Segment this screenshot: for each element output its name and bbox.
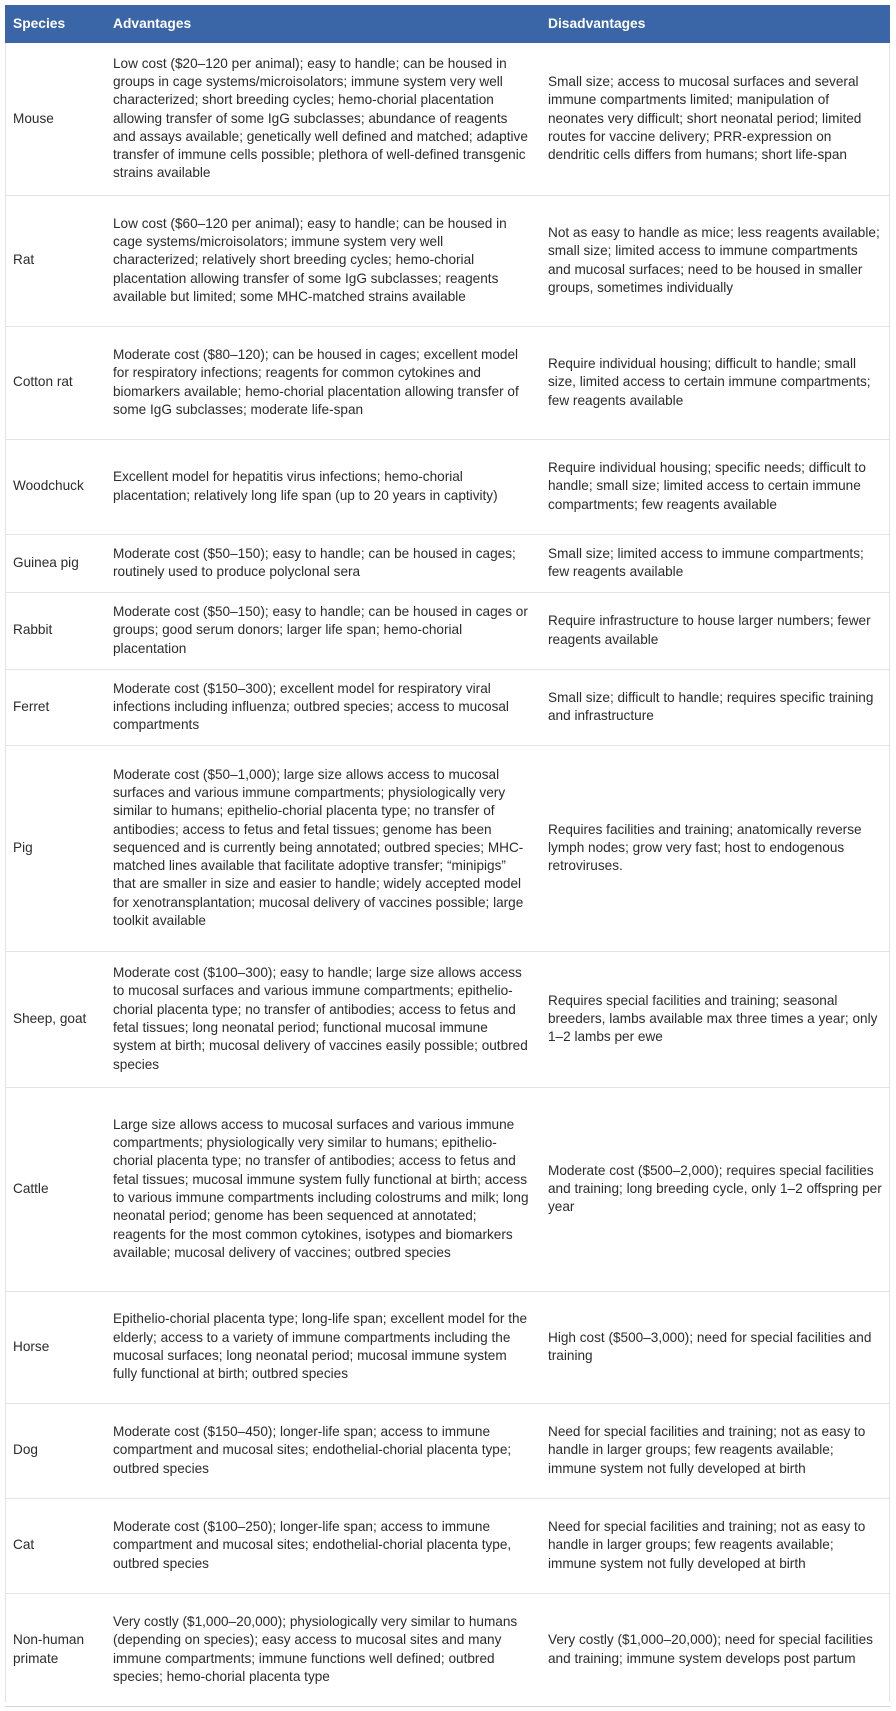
table-row	[5, 439, 890, 534]
advantages-cell: Moderate cost ($150–300); excellent model for respiratory viral infections including influenza; outbred species; access to mucosal compartments	[105, 669, 540, 745]
table-row	[5, 43, 890, 195]
species-cell: Woodchuck	[5, 439, 105, 534]
disadvantages-cell: Small size; access to mucosal surfaces and several immune compartments limited; manipulation of neonates very difficult; short neonatal period; limited routes for vaccine delivery; PRR-expression on dendritic cells differs from humans; short life-span	[540, 43, 890, 195]
species-cell: Ferret	[5, 669, 105, 745]
species-comparison-table	[5, 5, 890, 1707]
table-row	[5, 1291, 890, 1403]
disadvantages-cell: Require infrastructure to house larger numbers; fewer reagents available	[540, 592, 890, 669]
disadvantages-cell: High cost ($500–3,000); need for special facilities and training	[540, 1291, 890, 1403]
header-disadvantages: Disadvantages	[540, 5, 890, 43]
disadvantages-cell: Require individual housing; specific needs; difficult to handle; small size; limited access to certain immune compartments; few reagents available	[540, 439, 890, 534]
disadvantages-cell: Small size; difficult to handle; requires specific training and infrastructure	[540, 669, 890, 745]
species-cell: Non-human primate	[5, 1593, 105, 1706]
table-header	[5, 5, 890, 43]
disadvantages-cell: Requires facilities and training; anatomically reverse lymph nodes; grow very fast; host to endogenous retroviruses.	[540, 745, 890, 951]
advantages-cell: Very costly ($1,000–20,000); physiologically very similar to humans (depending on species); easy access to mucosal sites and many immune compartments; immune functions well defined; outbred species; hemo-chorial placenta type	[105, 1593, 540, 1706]
species-cell: Guinea pig	[5, 534, 105, 592]
advantages-cell: Large size allows access to mucosal surfaces and various immune compartments; physiologically very similar to humans; epithelio-chorial placenta type; no transfer of antibodies; access to fetus and fetal tissues; mucosal immune system fully functional at birth; access to various immune compartments including colostrums and milk; long neonatal period; genome has been sequenced at annotated; reagents for the most common cytokines, isotypes and biomarkers available; mucosal delivery of vaccines; outbred species	[105, 1087, 540, 1291]
advantages-cell: Excellent model for hepatitis virus infections; hemo-chorial placentation; relatively long life span (up to 20 years in captivity)	[105, 439, 540, 534]
advantages-cell: Moderate cost ($50–1,000); large size allows access to mucosal surfaces and various immune compartments; physiologically very similar to humans; epithelio-chorial placenta type; no transfer of antibodies; access to fetus and fetal tissues; genome has been sequenced and is currently being annotated; outbred species; MHC-matched lines available that facilitate adoptive transfer; “minipigs” that are smaller in size and easier to handle; widely accepted model for xenotransplantation; mucosal delivery of vaccines possible; large toolkit available	[105, 745, 540, 951]
table-row	[5, 1087, 890, 1291]
advantages-cell: Moderate cost ($50–150); easy to handle; can be housed in cages or groups; good serum donors; larger life span; hemo-chorial placentation	[105, 592, 540, 669]
table-body	[5, 43, 890, 1706]
table-row	[5, 745, 890, 951]
table-row	[5, 534, 890, 592]
table-row	[5, 195, 890, 326]
species-cell: Sheep, goat	[5, 951, 105, 1087]
disadvantages-cell: Moderate cost ($500–2,000); requires special facilities and training; long breeding cycle, only 1–2 offspring per year	[540, 1087, 890, 1291]
species-cell: Pig	[5, 745, 105, 951]
disadvantages-cell: Require individual housing; difficult to handle; small size, limited access to certain immune compartments; few reagents available	[540, 326, 890, 439]
disadvantages-cell: Very costly ($1,000–20,000); need for special facilities and training; immune system develops post partum	[540, 1593, 890, 1706]
table-row	[5, 1593, 890, 1706]
advantages-cell: Moderate cost ($80–120); can be housed in cages; excellent model for respiratory infections; reagents for common cytokines and biomarkers available; hemo-chorial placentation allowing transfer of some IgG subclasses; moderate life-span	[105, 326, 540, 439]
advantages-cell: Moderate cost ($50–150); easy to handle; can be housed in cages; routinely used to produce polyclonal sera	[105, 534, 540, 592]
table-row	[5, 592, 890, 669]
species-cell: Cotton rat	[5, 326, 105, 439]
species-cell: Horse	[5, 1291, 105, 1403]
advantages-cell: Low cost ($60–120 per animal); easy to handle; can be housed in cage systems/microisolators; immune system very well characterized; relatively short breeding cycles; hemo-chorial placentation allowing transfer of some IgG subclasses; reagents available but limited; some MHC-matched strains available	[105, 195, 540, 326]
table-row	[5, 1403, 890, 1498]
table-row	[5, 326, 890, 439]
species-cell: Cattle	[5, 1087, 105, 1291]
disadvantages-cell: Not as easy to handle as mice; less reagents available; small size; limited access to immune compartments and mucosal surfaces; need to be housed in smaller groups, sometimes individually	[540, 195, 890, 326]
species-cell: Dog	[5, 1403, 105, 1498]
advantages-cell: Moderate cost ($150–450); longer-life span; access to immune compartment and mucosal sites; endothelial-chorial placenta type; outbred species	[105, 1403, 540, 1498]
disadvantages-cell: Need for special facilities and training; not as easy to handle in larger groups; few reagents available; immune system not fully developed at birth	[540, 1403, 890, 1498]
species-cell: Rat	[5, 195, 105, 326]
header-species: Species	[5, 5, 105, 43]
advantages-cell: Epithelio-chorial placenta type; long-life span; excellent model for the elderly; access to a variety of immune compartments including the mucosal surfaces; long neonatal period; mucosal immune system fully functional at birth; outbred species	[105, 1291, 540, 1403]
header-row	[5, 5, 890, 43]
disadvantages-cell: Need for special facilities and training; not as easy to handle in larger groups; few reagents available; immune system not fully developed at birth	[540, 1498, 890, 1593]
disadvantages-cell: Requires special facilities and training; seasonal breeders, lambs available max three times a year; only 1–2 lambs per ewe	[540, 951, 890, 1087]
species-cell: Rabbit	[5, 592, 105, 669]
advantages-cell: Moderate cost ($100–300); easy to handle; large size allows access to mucosal surfaces and various immune compartments; epithelio-chorial placenta type; no transfer of antibodies; access to fetus and fetal tissues; long neonatal period; functional mucosal immune system at birth; mucosal delivery of vaccines easily possible; outbred species	[105, 951, 540, 1087]
table-row	[5, 951, 890, 1087]
header-advantages: Advantages	[105, 5, 540, 43]
disadvantages-cell: Small size; limited access to immune compartments; few reagents available	[540, 534, 890, 592]
species-cell: Mouse	[5, 43, 105, 195]
table-row	[5, 1498, 890, 1593]
advantages-cell: Moderate cost ($100–250); longer-life span; access to immune compartment and mucosal sites; endothelial-chorial placenta type, outbred species	[105, 1498, 540, 1593]
species-cell: Cat	[5, 1498, 105, 1593]
advantages-cell: Low cost ($20–120 per animal); easy to handle; can be housed in groups in cage systems/microisolators; immune system very well characterized; short breeding cycles; hemo-chorial placentation allowing transfer of some IgG subclasses; abundance of reagents and assays available; genetically well defined and matched; adaptive transfer of immune cells possible; plethora of well-defined transgenic strains available	[105, 43, 540, 195]
table-row	[5, 669, 890, 745]
